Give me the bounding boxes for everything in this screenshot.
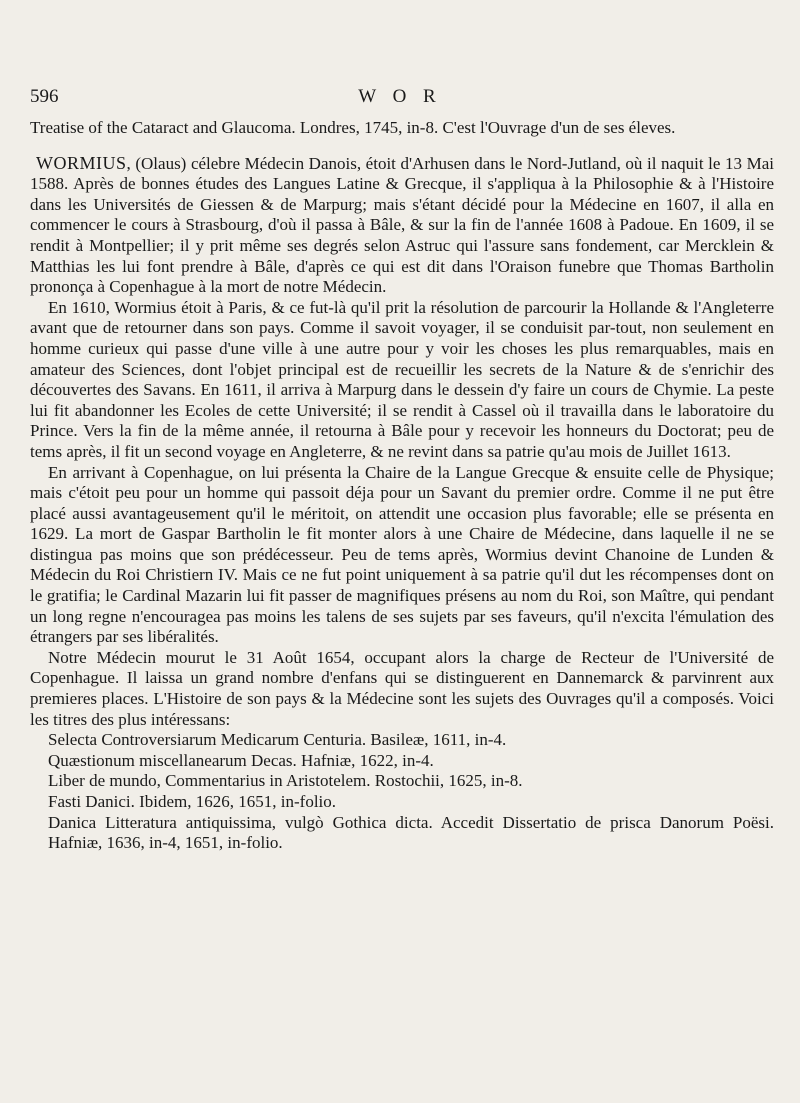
continuation-text: Treatise of the Cataract and Glaucoma. Londres, 1745, in-8. C'est l'Ouvrage d'un de ses éleves. <box>30 118 676 137</box>
paragraph: En 1610, Wormius étoit à Paris, & ce fut-là qu'il prit la résolution de parcourir la Hollande & l'Angleterre avant que de retourner dans son pays. Comme il savoit voyager, il se conduisit par-tout, non seulement en homme curieux qui passe d'une ville à une autre pour y voir les choses les plus remarquables, mais en amateur des Sciences, dont l'objet principal est de recueillir les secrets de la Nature & de s'enrichir des découvertes des Savans. En 1611, il arriva à Marpurg dans le dessein d'y faire un cours de Chymie. La peste lui fit abandonner les Ecoles de cette Université; il se rendit à Cassel où il travailla dans le laboratoire du Prince. Vers la fin de la même année, il retourna à Bâle pour y recevoir les honneurs du Doctorat; peu de tems après, il fit un second voyage en Angleterre, & ne revint dans sa patrie qu'au mois de Juillet 1613. <box>30 297 774 461</box>
work-item: Selecta Controversiarum Medicarum Centuria. Basileæ, 1611, in-4. <box>48 730 507 750</box>
running-head: W O R <box>358 86 442 107</box>
page-header <box>30 86 770 112</box>
work-item: Danica Litteratura antiquissima, vulgò Gothica dicta. Accedit Dissertatio de prisca Danorum Poësi. Hafniæ, 1636, in-4, 1651, in-folio. <box>48 812 774 853</box>
paragraph: En arrivant à Copenhague, on lui présenta la Chaire de la Langue Grecque & ensuite celle de Physique; mais c'étoit peu pour un homme qui passoit déja pour un Savant du premier ordre. Comme il ne put être placé aussi avantageusement qu'il le méritoit, on attendit une occasion plus favorable; elle se présenta en 1629. La mort de Gaspar Bartholin le fit monter alors à une Chaire de Médecine, dans laquelle il ne se distingua pas moins que son prédécesseur. Peu de tems après, Wormius devint Chanoine de Lunden & Médecin du Roi Christiern IV. Mais ce ne fut point uniquement à sa patrie qu'il dut les récompenses dont on le gratifia; le Cardinal Mazarin lui fit passer de magnifiques présens au nom du Roi, son Maître, qui pendant un long regne n'encouragea pas moins les talens de ses sujets par ses faveurs, qu'il n'excita l'émulation des étrangers par ses libéralités. <box>30 462 774 647</box>
entry-name: WORMIUS <box>36 152 127 173</box>
paragraph: Notre Médecin mourut le 31 Août 1654, occupant alors la charge de Recteur de l'Université de Copenhague. Il laissa un grand nombre d'enfans qui se distinguerent en Dannemarck & parvinrent aux premieres places. L'Histoire de son pays & la Médecine sont les sujets des Ouvrages qu'il a composés. Voici les titres des plus intéressans: <box>30 647 774 729</box>
work-item: Fasti Danici. Ibidem, 1626, 1651, in-folio. <box>48 792 337 811</box>
entry-intro <box>30 153 774 298</box>
entry-intro-text: , (Olaus) célebre Médecin Danois, étoit d'Arhusen dans le Nord-Jutland, où il naquit le 13 Mai 1588. Après de bonnes études des Langues Latine & Grecque, il s'appliqua à la Philosophie & à l'Histoire dans les Universités de Giessen & de Marpurg; mais s'étant décidé pour la Médecine en 1607, il alla en commencer le cours à Strasbourg, d'où il passa à Bâle, & sur la fin de l'année 1608 à Padoue. En 1609, il se rendit à Montpellier; il y prit même ses degrés selon Astruc qui l'assure sans fondement, car Mercklein & Matthias les lui font prendre à Bâle, d'après ce qui est dit dans l'Oraison funebre que Thomas Bartholin prononça à Copenhague à la mort de notre Médecin. <box>30 153 774 297</box>
work-item: Quæstionum miscellanearum Decas. Hafniæ, 1622, in-4. <box>48 750 434 770</box>
works-list <box>30 730 774 854</box>
page-number: 596 <box>30 86 59 107</box>
work-item: Liber de mundo, Commentarius in Aristotelem. Rostochii, 1625, in-8. <box>48 771 523 791</box>
page-body <box>30 118 774 854</box>
